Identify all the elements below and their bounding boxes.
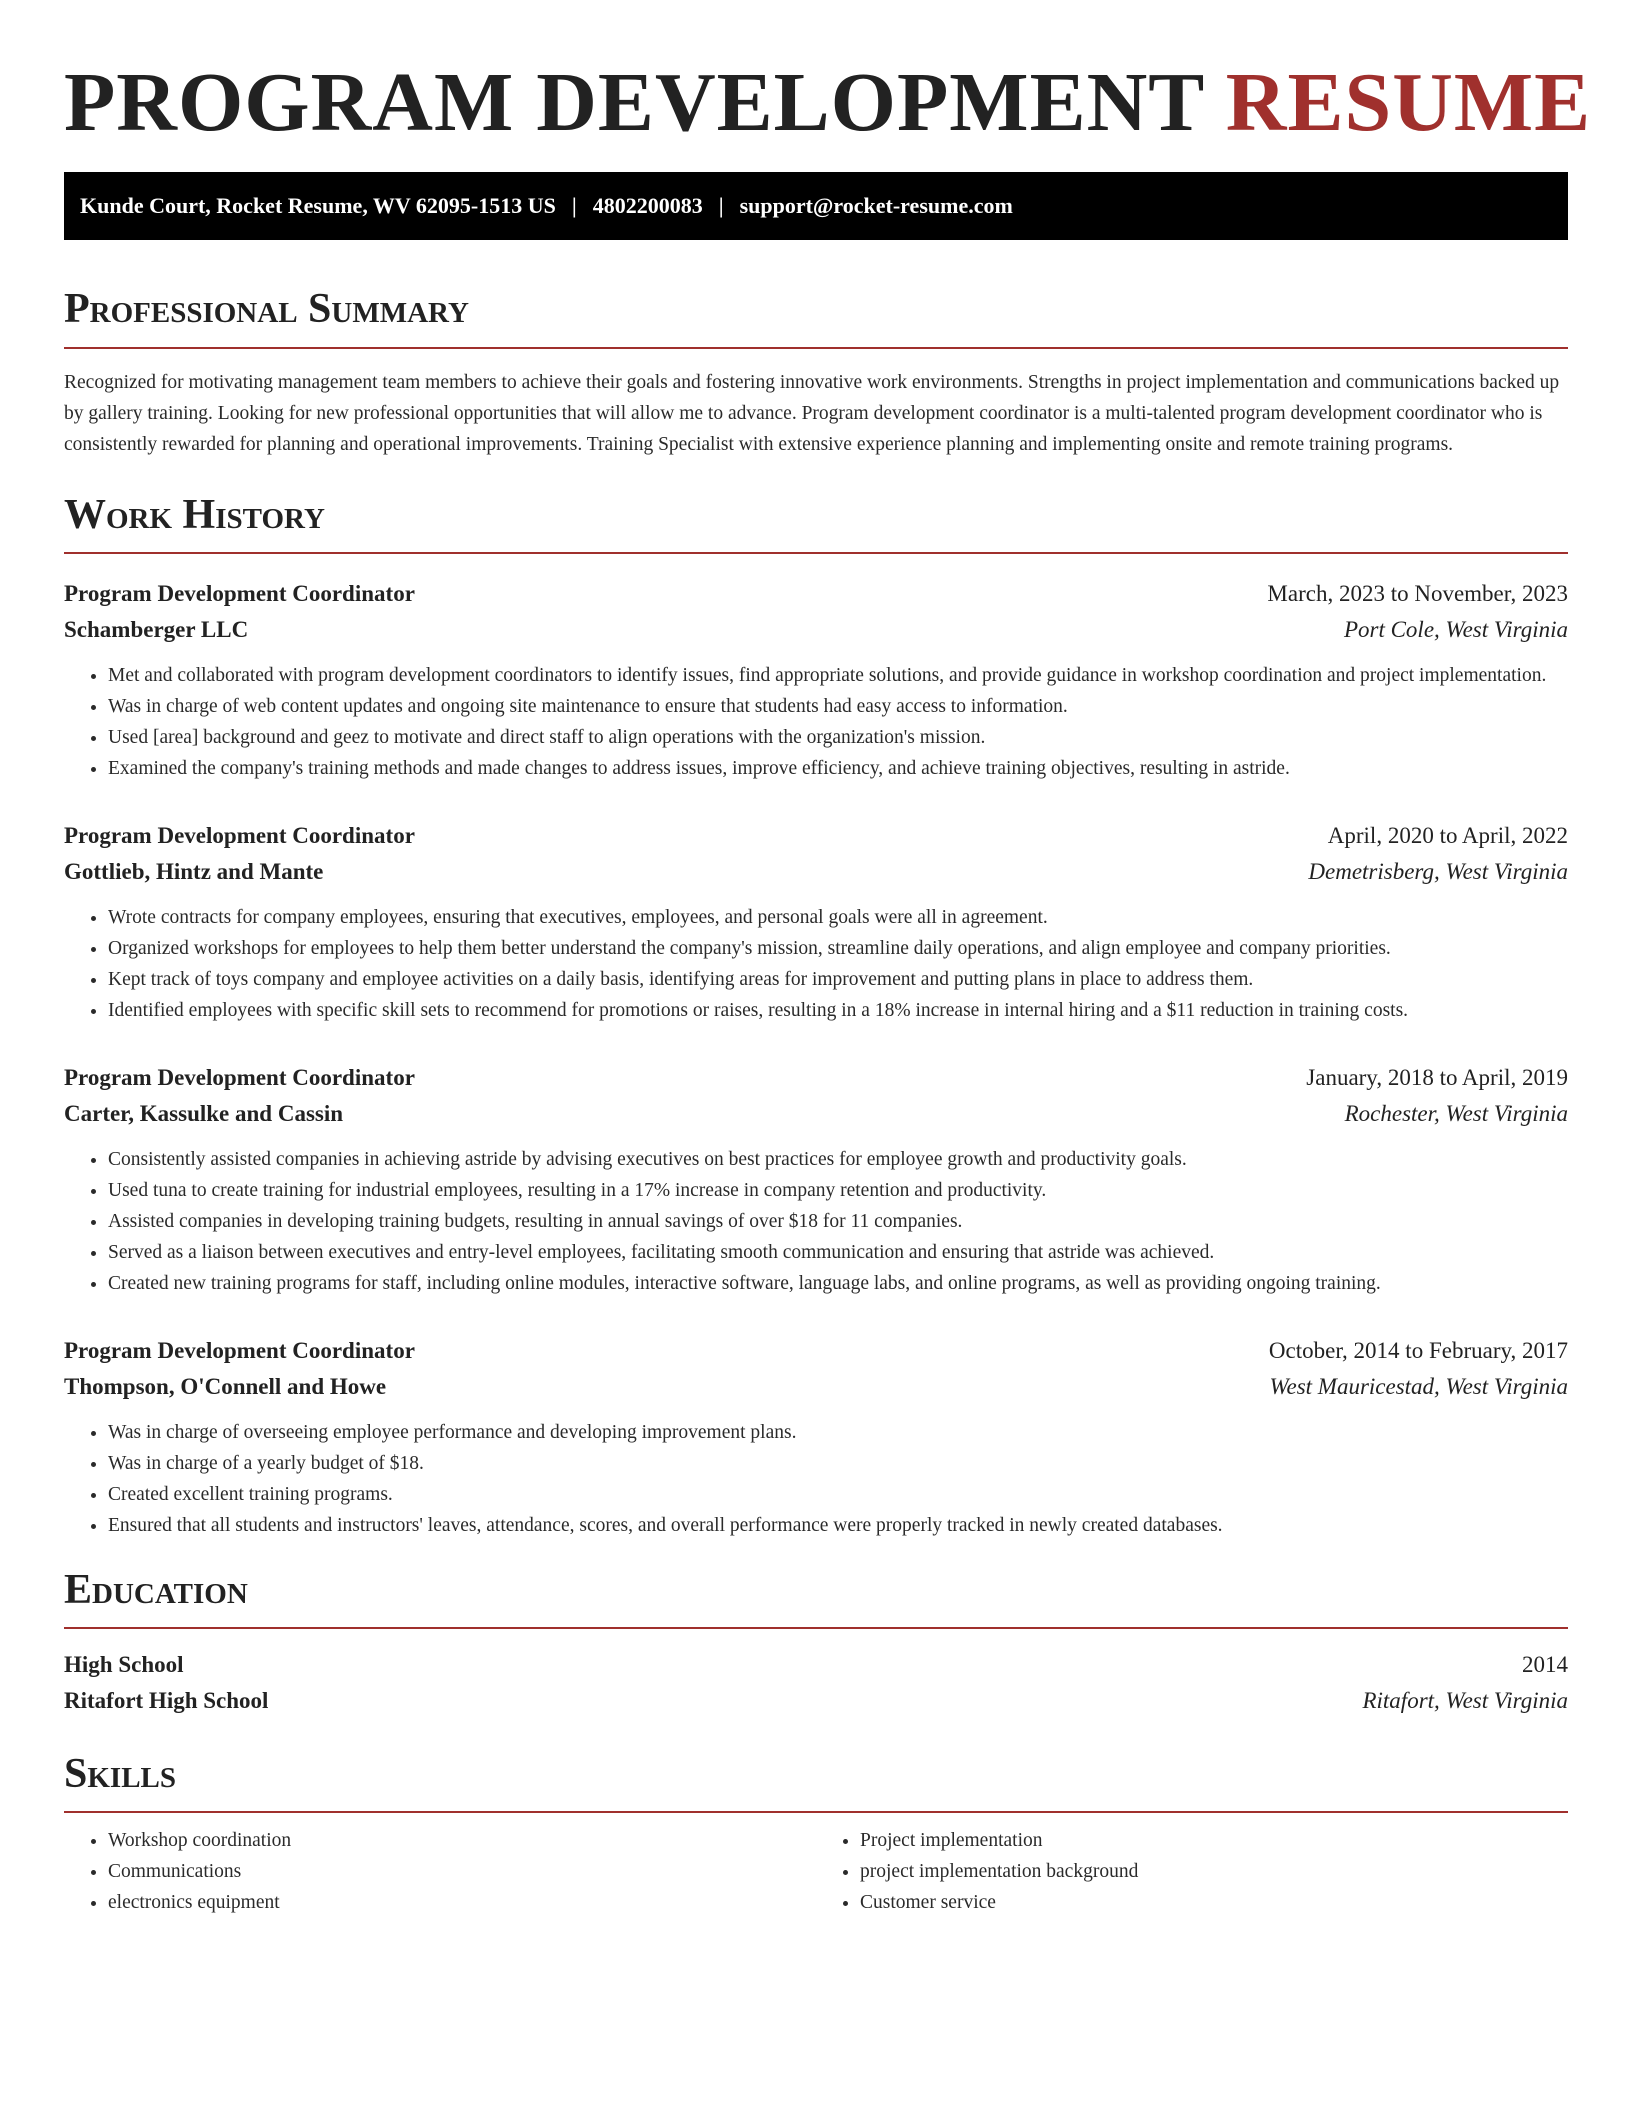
job-bullet: • Organized workshops for employees to help them better understand the company's mission, streamline daily operations, and align employee and company priorities. <box>108 933 1568 964</box>
contact-email: support@rocket-resume.com <box>739 193 1013 218</box>
job-bullet: • Used tuna to create training for industrial employees, resulting in a 17% increase in company retention and productivity. <box>108 1175 1568 1206</box>
job-entry <box>64 818 1568 1026</box>
job-entry <box>64 576 1568 784</box>
job-dates: October, 2014 to February, 2017 <box>1268 1338 1568 1363</box>
skills-heading: Skills <box>64 1751 177 1797</box>
job-header-row <box>64 1060 1568 1096</box>
summary-heading: Professional Summary <box>64 286 469 332</box>
job-title: Program Development Coordinator <box>64 1065 415 1090</box>
education-school: Ritafort High School <box>64 1688 269 1713</box>
resume-title <box>64 52 1592 154</box>
job-header-row <box>64 1333 1568 1369</box>
skill-item: • electronics equipment <box>108 1887 816 1918</box>
job-title: Program Development Coordinator <box>64 1338 415 1363</box>
summary-text: Recognized for motivating management team members to achieve their goals and fostering innovative work environments. Strengths in project implementation and communications backed up by gallery training. Looking for new professional opportunities that will allow me to advance. Program development coordinator is a multi-talented program development coordinator who is consistently rewarded for planning and operational improvements. Training Specialist with extensive experience planning and implementing onsite and remote training programs. <box>64 372 1560 455</box>
job-bullets <box>64 1417 1568 1541</box>
job-bullet: • Identified employees with specific skill sets to recommend for promotions or raises, resulting in a 18% increase in internal hiring and a $11 reduction in training costs. <box>108 995 1568 1026</box>
job-entry <box>64 1060 1568 1299</box>
job-company: Schamberger LLC <box>64 617 249 642</box>
job-location: Demetrisberg, West Virginia <box>1308 859 1568 884</box>
contact-address: Kunde Court, Rocket Resume, WV 62095-1513 US <box>80 193 556 218</box>
job-bullet: • Met and collaborated with program development coordinators to identify issues, find appropriate solutions, and provide guidance in workshop coordination and project implementation. <box>108 660 1568 691</box>
job-company: Carter, Kassulke and Cassin <box>64 1101 344 1126</box>
title-accent: RESUME <box>1225 56 1592 149</box>
job-bullet: • Was in charge of overseeing employee performance and developing improvement plans. <box>108 1417 1568 1448</box>
skill-item: • Workshop coordination <box>108 1825 816 1856</box>
job-dates: January, 2018 to April, 2019 <box>1306 1065 1568 1090</box>
education-degree: High School <box>64 1652 184 1677</box>
summary-divider <box>64 347 1568 349</box>
skills-grid <box>64 1825 1568 1918</box>
job-bullet: • Served as a liaison between executives and entry-level employees, facilitating smooth communication and ensuring that astride was achieved. <box>108 1237 1568 1268</box>
education-school-row <box>64 1683 1568 1719</box>
skill-item: • project implementation background <box>860 1856 1568 1887</box>
skill-item: • Communications <box>108 1856 816 1887</box>
education-heading: Education <box>64 1567 248 1613</box>
job-bullet: • Created new training programs for staff, including online modules, interactive software, language labs, and online programs, as well as providing ongoing training. <box>108 1268 1568 1299</box>
contact-separator: | <box>571 193 577 218</box>
skills-right-list <box>816 1825 1568 1918</box>
education-divider <box>64 1627 1568 1629</box>
job-company-row <box>64 854 1568 890</box>
job-bullets <box>64 1144 1568 1299</box>
education-location: Ritafort, West Virginia <box>1362 1688 1568 1713</box>
job-bullet: • Wrote contracts for company employees, ensuring that executives, employees, and personal goals were all in agreement. <box>108 902 1568 933</box>
skill-item: • Project implementation <box>860 1825 1568 1856</box>
job-location: Port Cole, West Virginia <box>1343 617 1568 642</box>
work-history-divider <box>64 552 1568 554</box>
job-bullet: • Examined the company's training methods and made changes to address issues, improve efficiency, and achieve training objectives, resulting in astride. <box>108 753 1568 784</box>
contact-separator: | <box>718 193 724 218</box>
job-location: Rochester, West Virginia <box>1344 1101 1568 1126</box>
job-bullet: • Was in charge of a yearly budget of $18. <box>108 1448 1568 1479</box>
job-bullet: • Used [area] background and geez to motivate and direct staff to align operations with the organization's mission. <box>108 722 1568 753</box>
title-main: PROGRAM DEVELOPMENT <box>64 56 1204 149</box>
job-bullets <box>64 660 1568 784</box>
job-bullet: • Consistently assisted companies in achieving astride by advising executives on best practices for employee growth and productivity goals. <box>108 1144 1568 1175</box>
job-company-row <box>64 612 1568 648</box>
job-company: Thompson, O'Connell and Howe <box>64 1374 387 1399</box>
job-title: Program Development Coordinator <box>64 581 415 606</box>
education-degree-row <box>64 1647 1568 1683</box>
education-entry <box>64 1647 1568 1719</box>
job-company: Gottlieb, Hintz and Mante <box>64 859 324 884</box>
education-year: 2014 <box>1522 1652 1568 1677</box>
job-header-row <box>64 818 1568 854</box>
job-company-row <box>64 1096 1568 1132</box>
job-bullet: • Created excellent training programs. <box>108 1479 1568 1510</box>
contact-phone: 4802200083 <box>592 193 703 218</box>
skill-item: • Customer service <box>860 1887 1568 1918</box>
skills-divider <box>64 1811 1568 1813</box>
job-header-row <box>64 576 1568 612</box>
skills-left-list <box>64 1825 816 1918</box>
job-location: West Mauricestad, West Virginia <box>1269 1374 1568 1399</box>
work-history-heading: Work History <box>64 492 325 538</box>
job-bullet: • Ensured that all students and instructors' leaves, attendance, scores, and overall performance were properly tracked in newly created databases. <box>108 1510 1568 1541</box>
job-entry <box>64 1333 1568 1541</box>
job-bullet: • Kept track of toys company and employee activities on a daily basis, identifying areas for improvement and putting plans in place to address them. <box>108 964 1568 995</box>
job-dates: April, 2020 to April, 2022 <box>1327 823 1568 848</box>
job-dates: March, 2023 to November, 2023 <box>1267 581 1568 606</box>
job-company-row <box>64 1369 1568 1405</box>
job-title: Program Development Coordinator <box>64 823 415 848</box>
job-bullet: • Assisted companies in developing training budgets, resulting in annual savings of over $18 for 11 companies. <box>108 1206 1568 1237</box>
job-bullet: • Was in charge of web content updates and ongoing site maintenance to ensure that students had easy access to information. <box>108 691 1568 722</box>
job-bullets <box>64 902 1568 1026</box>
contact-bar <box>64 172 1568 240</box>
